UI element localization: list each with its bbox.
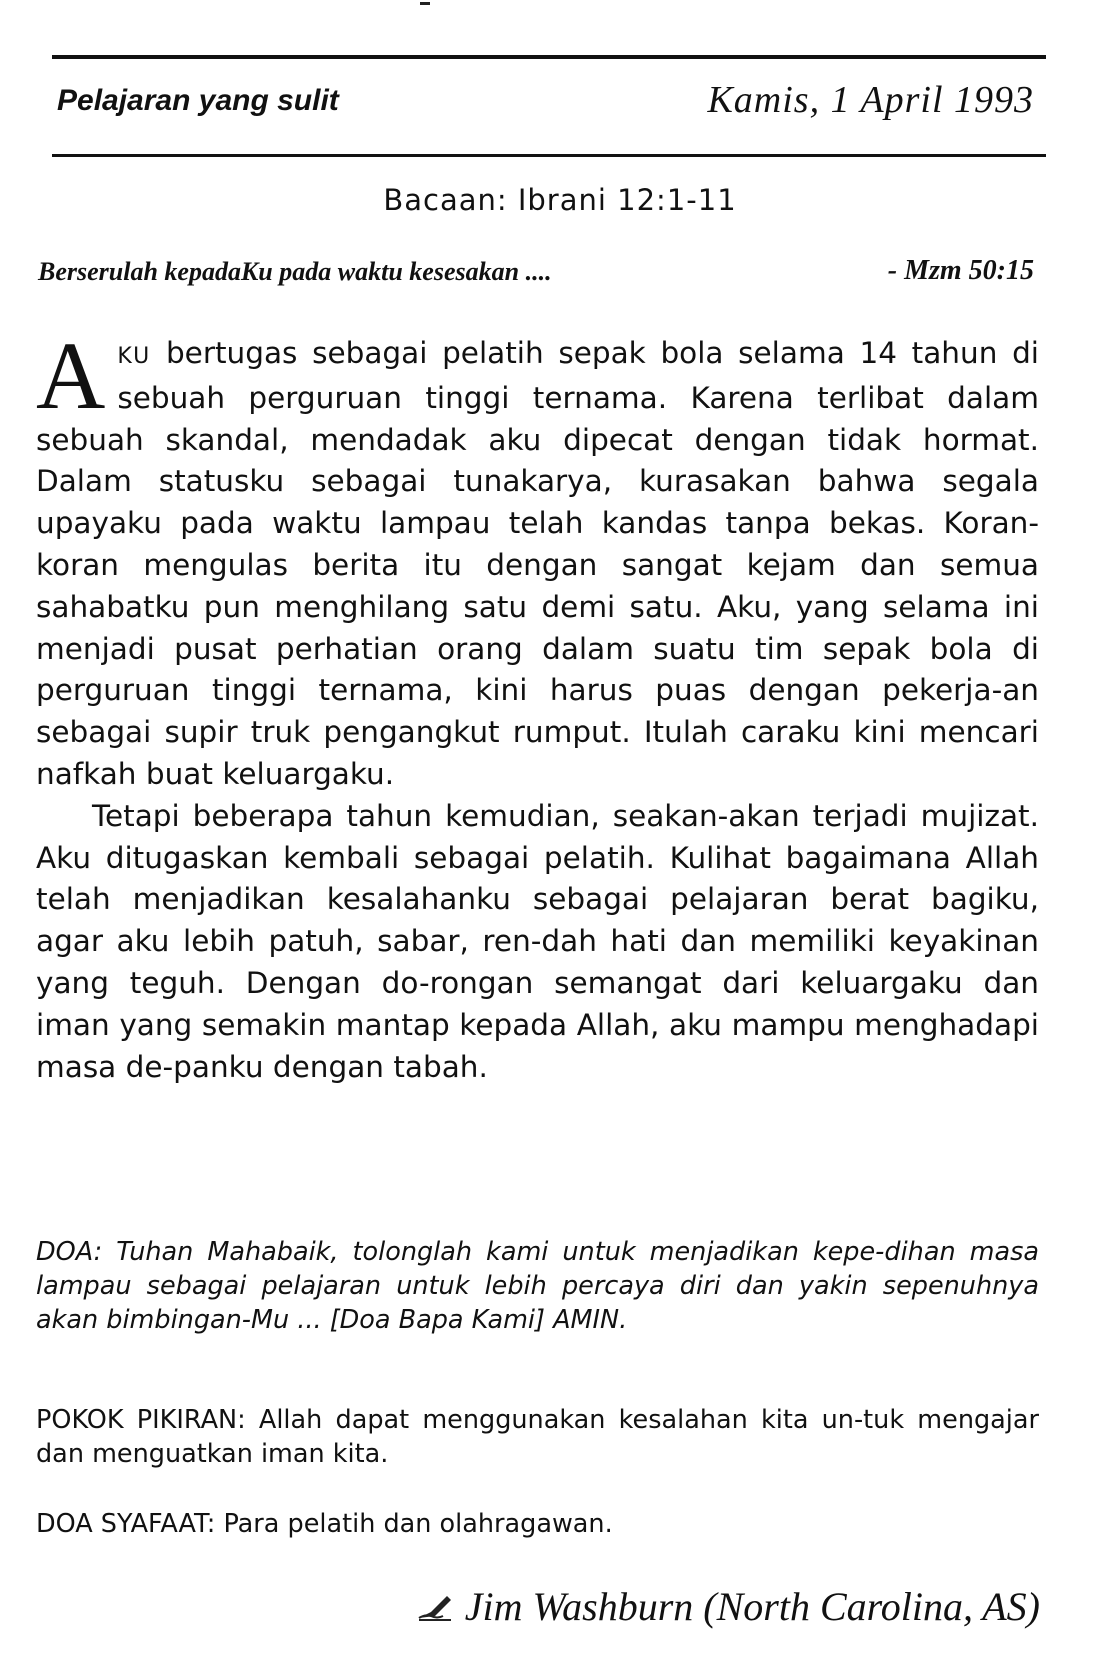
key-verse-reference: - Mzm 50:15 [887,255,1034,286]
lead-in: KU [117,344,152,369]
author-line [417,1583,1040,1630]
main-thought-text: POKOK PIKIRAN: Allah dapat menggunakan kesalahan kita un-tuk mengajar dan menguatkan iman kita. [36,1405,1039,1469]
story-paragraph-1 [36,322,1039,796]
header-top-rule [52,55,1046,59]
key-verse-text: Berserulah kepadaKu pada waktu kesesakan .... [38,257,552,286]
scan-mark [420,2,430,5]
drop-cap: A [36,322,106,429]
paragraph-1-text: bertugas sebagai pelatih sepak bola selama 14 tahun di sebuah perguruan tinggi ternama. Karena terlibat dalam sebuah skandal, mendadak aku dipecat dengan tidak hormat. Dalam statusku sebagai tunakarya, kurasakan bahwa segala upayaku pada waktu lampau telah kandas tanpa bekas. Koran-koran mengulas berita itu dengan sangat kejam dan semua sahabatku pun menghilang satu demi satu. Aku, yang selama ini menjadi pusat perhatian orang dalam suatu tim sepak bola di perguruan tinggi ternama, kini harus puas dengan pekerja-an sebagai supir truk pengangkut rumput. Itulah caraku kini mencari nafkah buat keluargaku. [36,336,1039,791]
prayer-text: DOA: Tuhan Mahabaik, tolonglah kami untuk menjadikan kepe-dihan masa lampau sebagai pelajaran untuk lebih percaya diri dan yakin sepenuhnya akan bimbingan-Mu ... [Doa Bapa Kami] AMIN. [36,1237,1039,1335]
scripture-reading: Bacaan: Ibrani 12:1-11 [383,183,737,217]
story-body [36,322,1039,1088]
header-bottom-rule [52,154,1046,157]
story-paragraph-2: Tetapi beberapa tahun kemudian, seakan-akan terjadi mujizat. Aku ditugaskan kembali sebagai pelatih. Kulihat bagaimana Allah telah menjadikan kesalahanku sebagai pelajaran berat bagiku, agar aku lebih patuh, sabar, ren-dah hati dan memiliki keyakinan yang teguh. Dengan do-rongan semangat dari keluargaku dan iman yang semakin mantap kepada Allah, aku mampu menghadapi masa de-panku dengan tabah. [36,798,1039,1084]
page-title: Pelajaran yang sulit [57,84,339,117]
page-date: Kamis, 1 April 1993 [707,79,1034,121]
pen-hand-icon [417,1592,455,1622]
intercession-text: DOA SYAFAAT: Para pelatih dan olahragawan. [36,1509,613,1539]
author-name: Jim Washburn (North Carolina, AS) [464,1584,1040,1629]
